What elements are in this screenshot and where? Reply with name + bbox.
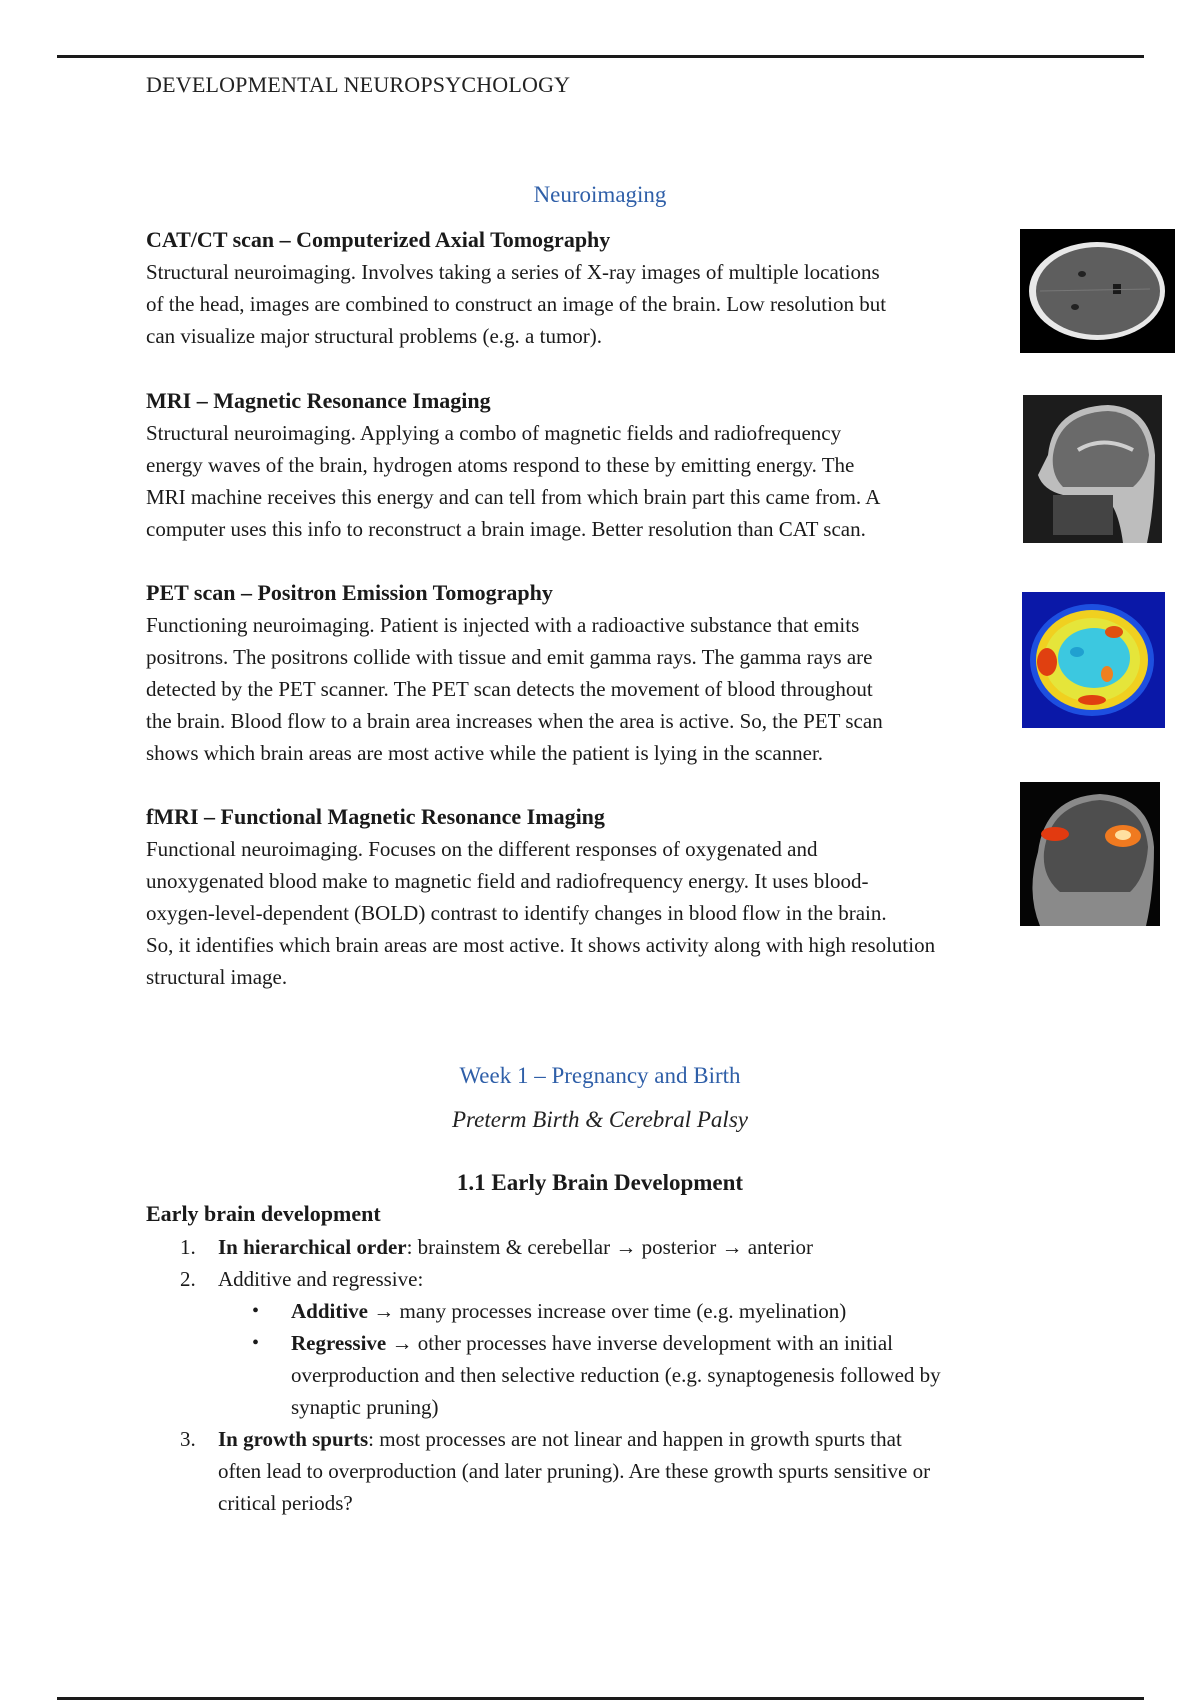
section-title: CAT/CT scan – Computerized Axial Tomography bbox=[146, 227, 611, 252]
neuroimaging-heading: Neuroimaging bbox=[533, 182, 667, 207]
sub-item-text: synaptic pruning) bbox=[291, 1395, 439, 1419]
sub-list-item bbox=[146, 1327, 1046, 1423]
section-title: fMRI – Functional Magnetic Resonance Imaging bbox=[146, 804, 605, 829]
fmri-activation-image bbox=[1020, 782, 1160, 926]
section-line: structural image. bbox=[146, 965, 288, 989]
section-heading: 1.1 Early Brain Development bbox=[456, 1170, 744, 1195]
section-line: energy waves of the brain, hydrogen atoms respond to these by emitting energy. The bbox=[146, 453, 855, 477]
week1-subtitle: Preterm Birth & Cerebral Palsy bbox=[452, 1107, 748, 1132]
pet-scan-image bbox=[1022, 592, 1165, 728]
pet-section bbox=[146, 577, 1001, 769]
section-line: MRI machine receives this energy and can tell from which brain part this came from. A bbox=[146, 485, 881, 509]
list-item bbox=[146, 1423, 1046, 1519]
sub-item-bold: Regressive bbox=[291, 1331, 387, 1355]
sub-list-item bbox=[146, 1295, 1046, 1327]
sub-item-text: → many processes increase over time (e.g. myelination) bbox=[368, 1299, 847, 1323]
running-header: DEVELOPMENTAL NEUROPSYCHOLOGY bbox=[146, 72, 571, 97]
section-line: positrons. The positrons collide with tissue and emit gamma rays. The gamma rays are bbox=[146, 645, 873, 669]
section-line: detected by the PET scanner. The PET scan detects the movement of blood throughout bbox=[146, 677, 873, 701]
section-line: shows which brain areas are most active while the patient is lying in the scanner. bbox=[146, 741, 824, 765]
sub-item-text: overproduction and then selective reduction (e.g. synaptogenesis followed by bbox=[291, 1363, 941, 1387]
sub-item-text: → other processes have inverse development with an initial bbox=[386, 1331, 894, 1355]
section-line: can visualize major structural problems (e.g. a tumor). bbox=[146, 324, 603, 348]
section-line: of the head, images are combined to construct an image of the brain. Low resolution but bbox=[146, 292, 887, 316]
list-number: 1. bbox=[180, 1235, 196, 1259]
section-line: Functioning neuroimaging. Patient is injected with a radioactive substance that emits bbox=[146, 613, 860, 637]
list-item bbox=[146, 1231, 1046, 1263]
section-line: Structural neuroimaging. Applying a combo of magnetic fields and radiofrequency bbox=[146, 421, 842, 445]
section-line: the brain. Blood flow to a brain area increases when the area is active. So, the PET scan bbox=[146, 709, 883, 733]
section-line: Structural neuroimaging. Involves taking a series of X-ray images of multiple locations bbox=[146, 260, 880, 284]
section-line: Functional neuroimaging. Focuses on the different responses of oxygenated and bbox=[146, 837, 818, 861]
topic-heading: Early brain development bbox=[146, 1201, 381, 1226]
list-number: 3. bbox=[180, 1427, 196, 1451]
list-number: 2. bbox=[180, 1267, 196, 1291]
list-item bbox=[146, 1263, 1046, 1295]
list-item-text: often lead to overproduction (and later pruning). Are these growth spurts sensitive or bbox=[218, 1459, 931, 1483]
section-line: unoxygenated blood make to magnetic field and radiofrequency energy. It uses blood- bbox=[146, 869, 869, 893]
section-line: So, it identifies which brain areas are most active. It shows activity along with high resolution bbox=[146, 933, 936, 957]
section-line: oxygen-level-dependent (BOLD) contrast to identify changes in blood flow in the brain. bbox=[146, 901, 887, 925]
list-item-bold: In hierarchical order bbox=[218, 1235, 407, 1259]
header-rule bbox=[57, 55, 1144, 58]
list-item-text: : most processes are not linear and happen in growth spurts that bbox=[368, 1427, 902, 1451]
list-item-bold: In growth spurts bbox=[218, 1427, 369, 1451]
bullet-icon: • bbox=[252, 1300, 260, 1322]
week1-heading: Week 1 – Pregnancy and Birth bbox=[459, 1063, 741, 1088]
list-item-text: : brainstem & cerebellar → posterior → anterior bbox=[406, 1235, 814, 1259]
ct-section bbox=[146, 224, 1001, 352]
bullet-icon: • bbox=[252, 1332, 260, 1354]
sub-item-bold: Additive bbox=[291, 1299, 369, 1323]
mri-section bbox=[146, 385, 1001, 545]
development-list bbox=[146, 1231, 1046, 1519]
mri-sagittal-scan-image bbox=[1023, 395, 1162, 543]
ct-axial-scan-image bbox=[1020, 229, 1175, 353]
section-line: computer uses this info to reconstruct a brain image. Better resolution than CAT scan. bbox=[146, 517, 866, 541]
list-item-text: Additive and regressive: bbox=[218, 1267, 424, 1291]
section-title: MRI – Magnetic Resonance Imaging bbox=[146, 388, 491, 413]
list-item-text: critical periods? bbox=[218, 1491, 353, 1515]
section-title: PET scan – Positron Emission Tomography bbox=[146, 580, 553, 605]
fmri-section bbox=[146, 801, 1066, 993]
